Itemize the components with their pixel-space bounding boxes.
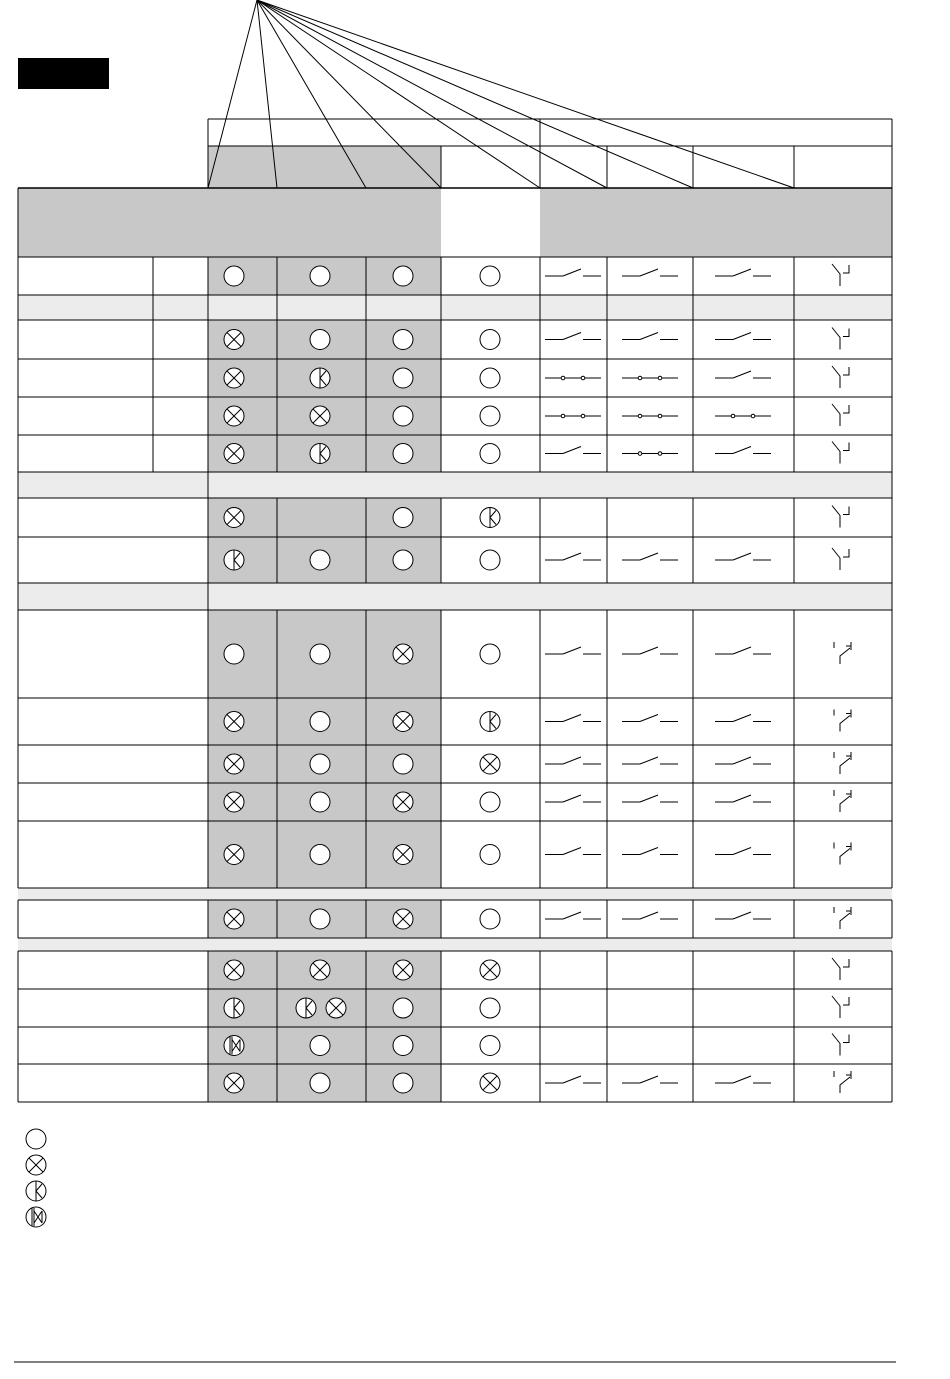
band-row (18, 472, 892, 498)
relay-open-contact-icon (715, 647, 771, 654)
relay-closed-contact-icon (545, 414, 601, 418)
lamp-on-icon (224, 508, 244, 528)
lamp-off-icon (310, 644, 330, 664)
relay-open-contact-icon (715, 371, 771, 378)
relay-changeover-icon (832, 404, 849, 426)
lamp-off-icon (480, 266, 500, 286)
lamp-flashing-icon (480, 508, 500, 528)
relay-open-contact-icon (545, 447, 601, 454)
relay-open-contact-icon (545, 848, 601, 855)
lamp-off-icon (480, 998, 500, 1018)
legend-lamp-alternating-icon (26, 1207, 46, 1227)
relay-closed-contact-icon (715, 414, 771, 418)
relay-open-contact-icon (715, 333, 771, 340)
lamp-on-icon (224, 845, 244, 865)
lamp-flashing-icon (224, 550, 244, 570)
lamp-on-icon (393, 909, 413, 929)
lamp-on-icon (224, 330, 244, 350)
relay-closed-contact-icon (545, 376, 601, 380)
lamp-off-icon (310, 909, 330, 929)
lamp-off-icon (480, 368, 500, 388)
legend-lamp-flashing-icon (26, 1181, 46, 1201)
relay-open-contact-icon (715, 553, 771, 560)
relay-changeover-icon (832, 506, 849, 528)
relay-open-contact-icon (545, 757, 601, 764)
lamp-on-icon (224, 792, 244, 812)
lamp-alternating-icon (224, 1036, 244, 1056)
relay-open-contact-icon (545, 795, 601, 802)
lamp-on-icon (310, 960, 330, 980)
lamp-off-icon (480, 909, 500, 929)
relay-open-contact-icon (545, 912, 601, 919)
lamp-on-icon (224, 909, 244, 929)
relay-open-contact-icon (545, 269, 601, 276)
lamp-off-icon (480, 644, 500, 664)
relay-changeover-icon (832, 328, 849, 350)
lamp-off-icon (480, 406, 500, 426)
relay-open-contact-icon (622, 269, 678, 276)
relay-changeover-icon (832, 996, 849, 1018)
gap-row (18, 938, 892, 951)
header-label-shade (18, 188, 208, 257)
lamp-on-icon (326, 998, 346, 1018)
lamp-on-icon (224, 960, 244, 980)
lamp-off-icon (480, 444, 500, 464)
relay-closed-contact-icon (622, 376, 678, 380)
lamp-off-icon (310, 845, 330, 865)
relay-open-contact-icon (715, 1076, 771, 1083)
relay-changeover-icon (832, 958, 849, 980)
lamp-off-icon (393, 1073, 413, 1093)
lamp-on-icon (393, 792, 413, 812)
lamp-on-icon (393, 960, 413, 980)
header-relay-shade (540, 188, 892, 257)
lamp-on-icon (480, 960, 500, 980)
relay-open-contact-icon (622, 553, 678, 560)
lamp-off-icon (393, 330, 413, 350)
lamp-on-icon (224, 368, 244, 388)
lamp-on-icon (224, 1073, 244, 1093)
lamp-off-icon (393, 406, 413, 426)
relay-open-contact-icon (715, 795, 771, 802)
lamp-off-icon (480, 1036, 500, 1056)
lamp-off-icon (310, 754, 330, 774)
relay-changeover-inverse-icon (834, 642, 851, 664)
lamp-on-icon (310, 406, 330, 426)
lamp-on-icon (224, 444, 244, 464)
lamp-off-icon (224, 266, 244, 286)
relay-open-contact-icon (622, 757, 678, 764)
lamp-off-icon (310, 266, 330, 286)
relay-open-contact-icon (622, 795, 678, 802)
lamp-off-icon (393, 444, 413, 464)
lamp-off-icon (310, 550, 330, 570)
relay-changeover-icon (832, 264, 849, 286)
relay-open-contact-icon (545, 715, 601, 722)
relay-open-contact-icon (622, 1076, 678, 1083)
legend-lamp-on-icon (26, 1155, 46, 1175)
lamp-off-icon (393, 550, 413, 570)
lamp-off-icon (393, 754, 413, 774)
relay-open-contact-icon (715, 757, 771, 764)
relay-changeover-icon (832, 442, 849, 464)
relay-open-contact-icon (622, 715, 678, 722)
lamp-flashing-icon (224, 998, 244, 1018)
legend (26, 1129, 46, 1227)
relay-closed-contact-icon (622, 414, 678, 418)
relay-open-contact-icon (545, 647, 601, 654)
relay-open-contact-icon (715, 848, 771, 855)
relay-changeover-inverse-icon (834, 790, 851, 812)
relay-closed-contact-icon (622, 452, 678, 456)
lamp-off-icon (393, 1036, 413, 1056)
lamp-on-icon (393, 845, 413, 865)
relay-open-contact-icon (622, 647, 678, 654)
relay-open-contact-icon (715, 269, 771, 276)
lamp-off-icon (393, 508, 413, 528)
band-row (18, 583, 892, 610)
legend-lamp-off-icon (26, 1129, 46, 1149)
relay-open-contact-icon (545, 553, 601, 560)
lamp-on-icon (393, 644, 413, 664)
lamp-off-icon (310, 330, 330, 350)
lamp-flashing-icon (296, 998, 316, 1018)
lamp-off-icon (310, 712, 330, 732)
lamp-off-icon (310, 792, 330, 812)
lamp-on-icon (480, 754, 500, 774)
relay-changeover-icon (832, 366, 849, 388)
relay-changeover-inverse-icon (834, 1071, 851, 1093)
relay-open-contact-icon (715, 912, 771, 919)
header-lamp-shade (208, 188, 441, 257)
relay-open-contact-icon (622, 333, 678, 340)
lamp-flashing-icon (480, 712, 500, 732)
lamp-off-icon (310, 1073, 330, 1093)
lamp-flashing-icon (310, 368, 330, 388)
relay-changeover-inverse-icon (834, 710, 851, 732)
lamp-on-icon (224, 754, 244, 774)
relay-open-contact-icon (715, 447, 771, 454)
lamp-off-icon (480, 792, 500, 812)
lamp-off-icon (393, 368, 413, 388)
lamp-off-icon (393, 998, 413, 1018)
relay-changeover-icon (832, 1034, 849, 1056)
band-row (18, 295, 892, 320)
lamp-on-icon (224, 406, 244, 426)
lamp-off-icon (480, 550, 500, 570)
lamp-on-icon (393, 712, 413, 732)
relay-changeover-inverse-icon (834, 752, 851, 774)
gap-row (18, 888, 892, 900)
lamp-off-icon (393, 266, 413, 286)
relay-open-contact-icon (715, 715, 771, 722)
relay-open-contact-icon (622, 912, 678, 919)
lamp-off-icon (224, 644, 244, 664)
relay-open-contact-icon (622, 848, 678, 855)
lamp-on-icon (480, 1073, 500, 1093)
lamp-off-icon (310, 1036, 330, 1056)
lamp-on-icon (224, 712, 244, 732)
relay-changeover-icon (832, 548, 849, 570)
lamp-flashing-icon (310, 444, 330, 464)
relay-open-contact-icon (545, 1076, 601, 1083)
relay-changeover-inverse-icon (834, 907, 851, 929)
relay-open-contact-icon (545, 333, 601, 340)
lamp-off-icon (480, 330, 500, 350)
relay-changeover-inverse-icon (834, 843, 851, 865)
lamp-off-icon (480, 845, 500, 865)
